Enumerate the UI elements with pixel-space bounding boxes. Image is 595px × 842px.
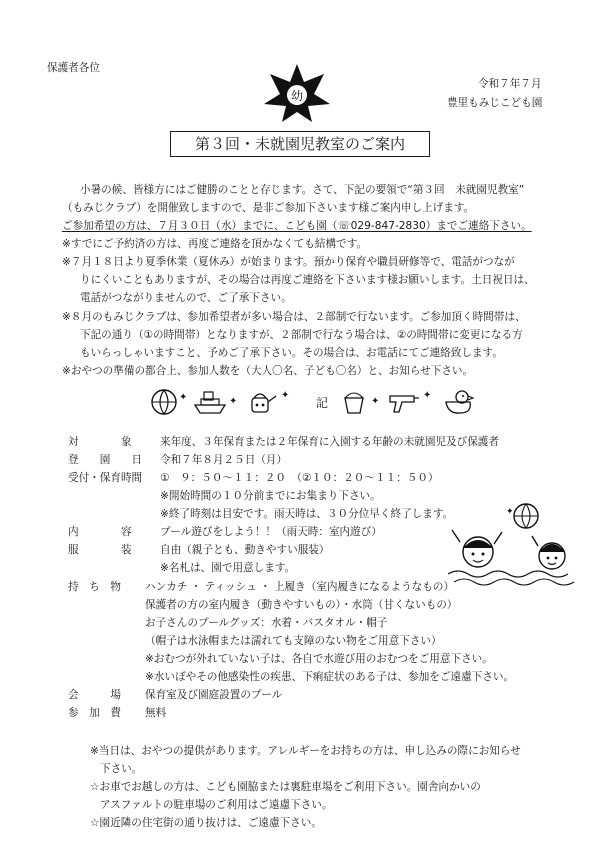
- time-note-2: ※終了時刻は目安です。雨天時は、３０分位早く終了します。: [160, 508, 454, 520]
- sparkle-icon: ✦: [179, 392, 188, 403]
- note-line-5: ※８月のもみじクラブは、参加希望者が多い場合は、２部制で行ないます。ご参加頂く時間帯は、: [62, 311, 526, 323]
- items-line-4: （帽子は水泳帽または濡れても支障のない物をご用意下さい）: [145, 635, 442, 647]
- children-swimming-illustration: [448, 496, 576, 588]
- fee-value: 無料: [145, 707, 167, 719]
- footer-line-1: ※当日は、おやつの提供があります。アレルギーをお持ちの方は、申し込みの際にお知らせ: [90, 745, 521, 757]
- content-value: プール遊びをしよう！！（雨天時：室内遊び）: [160, 526, 382, 538]
- rubber-duck-icon: [442, 388, 474, 416]
- items-line-1: ハンカチ ・ ティッシュ ・ 上履き（室内履きになるようなもの）: [145, 581, 455, 593]
- items-line-2: 保護者の方の室内履き（動きやすいもの）・水筒（甘くないもの）: [145, 599, 458, 611]
- page-title: 第３回・未就園児教室のご案内: [170, 131, 430, 157]
- venue-label: 会 場: [68, 689, 121, 701]
- footer-line-2: 下さい。: [100, 763, 143, 775]
- footer-line-3: ☆お車でお越しの方は、こども園脇または裏駐車場をご利用下さい。園舎向かいの: [90, 781, 481, 793]
- note-line-6: 下記の通り（①の時間帯）となりますが、２部制で行なう場合は、②の時間帯に変更になる方: [80, 329, 523, 341]
- footer-line-5: ☆園近隣の住宅街の通り抜けは、ご遠慮下さい。: [90, 817, 322, 829]
- sender-name: 豊里もみじこども園: [447, 97, 543, 109]
- date-label: 登 園 日: [68, 454, 143, 466]
- date-value: 令和７年８月２５日（月）: [160, 454, 288, 466]
- time-value: ① ９：５０～１１：２０ （②１０：２０～１１：５０）: [160, 472, 439, 484]
- watering-can-icon: [244, 388, 278, 416]
- logo-char: 幼: [290, 89, 304, 103]
- note-line-7: もいらっしゃいますこと、予めご了承下さい。その場合は、お電話にてご連絡致します。: [80, 347, 503, 359]
- sparkle-icon: ✦: [229, 396, 238, 407]
- intro-line-2: （もみじクラブ）を開催致しますので、是非ご参加下さいます様ご案内申し上げます。: [62, 202, 475, 214]
- target-label: 対 象: [68, 436, 132, 448]
- maple-leaf-logo-icon: [262, 62, 332, 124]
- sparkle-icon: ✦: [281, 390, 290, 401]
- note-line-8: ※おやつの準備の都合上、参加人数を（大人〇名、子ども〇名）と、お知らせ下さい。: [62, 365, 474, 377]
- items-line-6: ※水いぼやその他感染性の疾患、下痢症状のある子は、参加をご遠慮下さい。: [145, 671, 515, 683]
- footer-line-4: アスファルトの駐車場のご利用はご遠慮下さい。: [100, 799, 333, 811]
- fee-label: 参 加 費: [68, 707, 121, 719]
- time-note-1: ※開始時間の１０分前までにお集まり下さい。: [160, 490, 381, 502]
- intro-deadline: ご参加希望の方は、７月３０日（水）までに、こども園（☏029-847-2830）までご連絡下さい。: [62, 220, 532, 232]
- time-label: 受付・保育時間: [68, 472, 143, 484]
- note-line-1: ※すでにご予約済の方は、再度ご連絡を頂かなくても結構です。: [62, 238, 367, 250]
- sparkle-icon: ✦: [371, 396, 380, 407]
- sparkle-icon: ✦: [423, 390, 432, 401]
- venue-value: 保育室及び園庭設置のプール: [145, 689, 283, 701]
- toy-boat-icon: [193, 388, 227, 416]
- bucket-icon: [340, 388, 368, 416]
- items-label: 持 ち 物: [68, 581, 121, 593]
- note-line-2: ※７月１８日より夏季休業（夏休み）が始まります。預かり保育や職員研修等で、電話がつなが: [62, 256, 515, 268]
- water-gun-icon: [386, 388, 420, 416]
- items-line-5: ※おむつが外れていない子は、各自で水遊び用のおむつをご用意下さい。: [145, 653, 493, 665]
- recipient: 保護者各位: [47, 62, 100, 74]
- clothes-label: 服 装: [68, 544, 132, 556]
- items-line-3: お子さんのプールグッズ：水着・バスタオル・帽子: [145, 617, 388, 629]
- content-label: 内 容: [68, 526, 132, 538]
- ki-heading: 記: [316, 396, 329, 410]
- intro-line-1: 小暑の候、皆様方にはご健勝のことと存じます。さて、下記の要領で“第３回 未就園児教室”: [80, 184, 525, 196]
- issue-date: 令和７年７月: [478, 78, 542, 90]
- clothes-note: ※名札は、園で用意します。: [160, 562, 296, 574]
- note-line-3: りにくいこともありますが、その場合は再度ご連絡を下さいます様お願いします。土日祝日は、: [80, 274, 535, 286]
- note-line-4: 電話がつながりませんので、ご了承下さい。: [80, 292, 292, 304]
- target-value: 来年度、３年保育または２年保育に入園する年齢の未就園児及び保護者: [160, 436, 499, 448]
- svg-text:✦: ✦: [506, 507, 514, 517]
- beach-ball-icon: [150, 388, 178, 416]
- clothes-value: 自由（親子とも、動きやすい服装）: [160, 544, 330, 556]
